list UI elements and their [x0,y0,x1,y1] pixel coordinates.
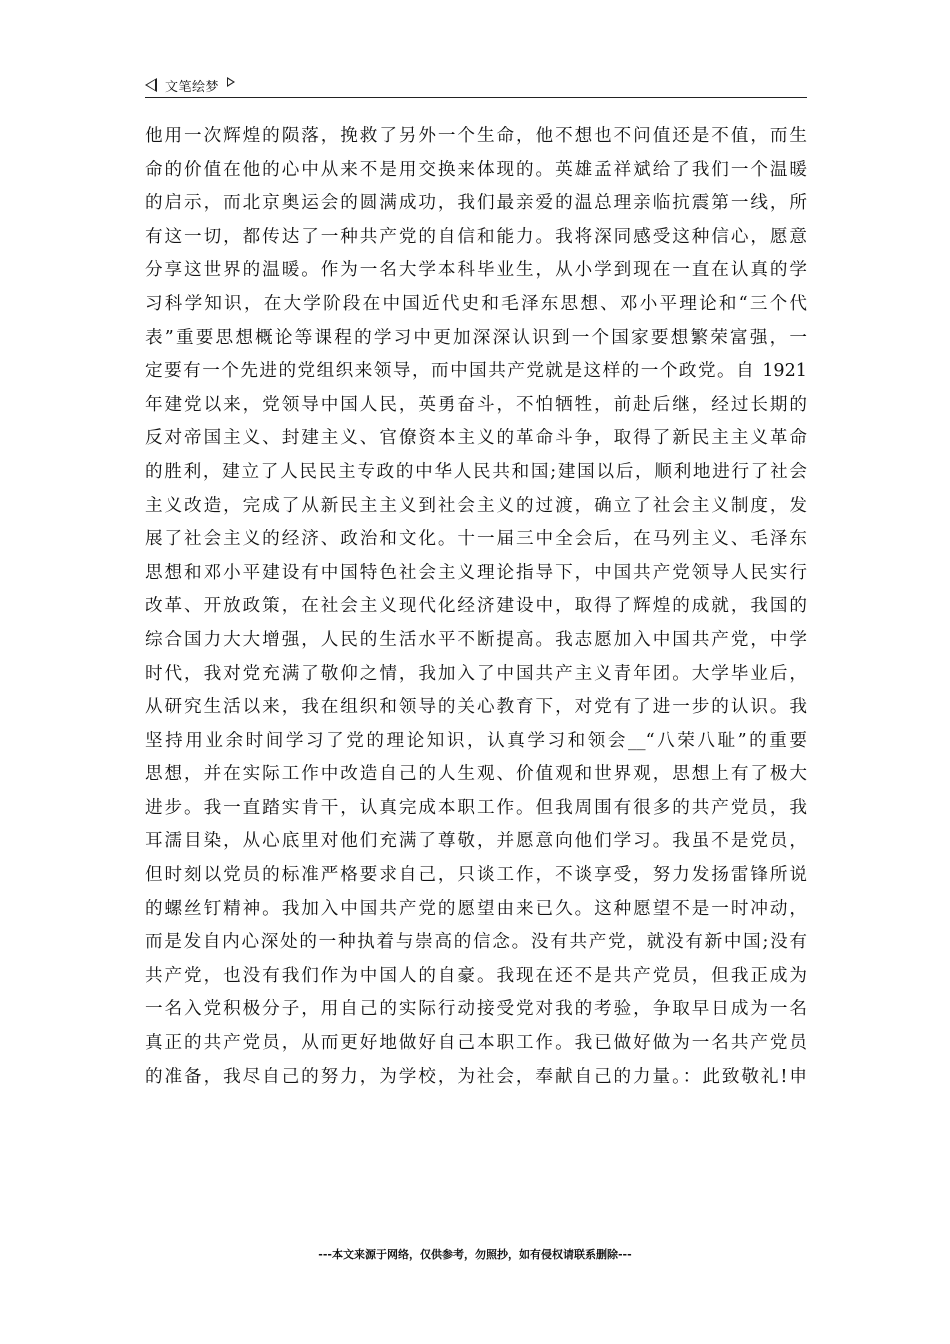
header-divider [145,97,807,98]
text-line: 他用一次辉煌的陨落，挽救了另外一个生命，他不想也不问值还是不值，而生 [145,126,807,146]
text-line: 的准备，我尽自己的努力，为学校，为社会，奉献自己的力量。：此致敬礼!申 [145,1066,807,1087]
text-line: 真正的共产党员，从而更好地做好自己本职工作。我已做好做为一名共产党员 [145,1033,807,1054]
text-line: 的螺丝钉精神。我加入中国共产党的愿望由来已久。这种愿望不是一时冲动， [145,898,807,919]
text-line: 坚持用业余时间学习了党的理论知识，认真学习和领会__“八荣八耻”的重要 [145,730,807,751]
triangle-left-icon [145,78,157,92]
text-line: 展了社会主义的经济、政治和文化。十一届三中全会后，在马列主义、毛泽东 [145,529,807,550]
text-line: 的启示，而北京奥运会的圆满成功，我们最亲爱的温总理亲临抗震第一线，所 [145,193,807,214]
header-brand: 文笔绘梦 [165,79,220,95]
text-line: 习科学知识，在大学阶段在中国近代史和毛泽东思想、邓小平理论和“三个代 [145,293,807,314]
text-line: 命的价值在他的心中从来不是用交换来体现的。英雄孟祥斌给了我们一个温暖 [145,159,807,180]
text-line: 思想和邓小平建设有中国特色社会主义理论指导下，中国共产党领导人民实行 [145,562,807,583]
text-line: 有这一切，都传达了一种共产党的自信和能力。我将深同感受这种信心，愿意 [145,226,807,247]
text-line: 思想，并在实际工作中改造自己的人生观、价值观和世界观，思想上有了极大 [145,764,807,785]
text-line: 但时刻以党员的标准严格要求自己，只谈工作，不谈享受，努力发扬雷锋所说 [145,865,807,886]
text-line: 分享这世界的温暖。作为一名大学本科毕业生，从小学到现在一直在认真的学 [145,260,807,281]
text-line: 反对帝国主义、封建主义、官僚资本主义的革命斗争，取得了新民主主义革命 [145,428,807,449]
page-header [145,74,807,96]
text-line: 共产党，也没有我们作为中国人的自豪。我现在还不是共产党员，但我正成为 [145,965,807,986]
text-line: 从研究生活以来，我在组织和领导的关心教育下，对党有了进一步的认识。我 [145,697,807,718]
text-line: 进步。我一直踏实肯干，认真完成本职工作。但我周围有很多的共产党员，我 [145,797,807,818]
text-line: 定要有一个先进的党组织来领导，而中国共产党就是这样的一个政党。自 1921 [145,361,807,382]
text-line: 综合国力大大增强，人民的生活水平不断提高。我志愿加入中国共产党，中学 [145,629,807,650]
text-line: 年建党以来，党领导中国人民，英勇奋斗，不怕牺牲，前赴后继，经过长期的 [145,394,807,415]
footer-disclaimer: ---本文来源于网络，仅供参考，勿照抄，如有侵权请联系删除--- [318,1248,632,1261]
text-line: 时代，我对党充满了敬仰之情，我加入了中国共产主义青年团。大学毕业后， [145,663,807,684]
text-line: 主义改造，完成了从新民主主义到社会主义的过渡，确立了社会主义制度，发 [145,495,807,516]
triangle-right-icon [227,77,235,87]
text-line: 表”重要思想概论等课程的学习中更加深深认识到一个国家要想繁荣富强，一 [145,327,807,348]
text-line: 耳濡目染，从心底里对他们充满了尊敬，并愿意向他们学习。我虽不是党员， [145,831,807,852]
text-line: 而是发自内心深处的一种执着与崇高的信念。没有共产党，就没有新中国;没有 [145,932,807,953]
body-text [145,120,807,1094]
text-line: 的胜利，建立了人民民主专政的中华人民共和国;建国以后，顺利地进行了社会 [145,461,807,482]
text-line: 改革、开放政策，在社会主义现代化经济建设中，取得了辉煌的成就，我国的 [145,596,807,617]
text-line: 一名入党积极分子，用自己的实际行动接受党对我的考验，争取早日成为一名 [145,999,807,1020]
